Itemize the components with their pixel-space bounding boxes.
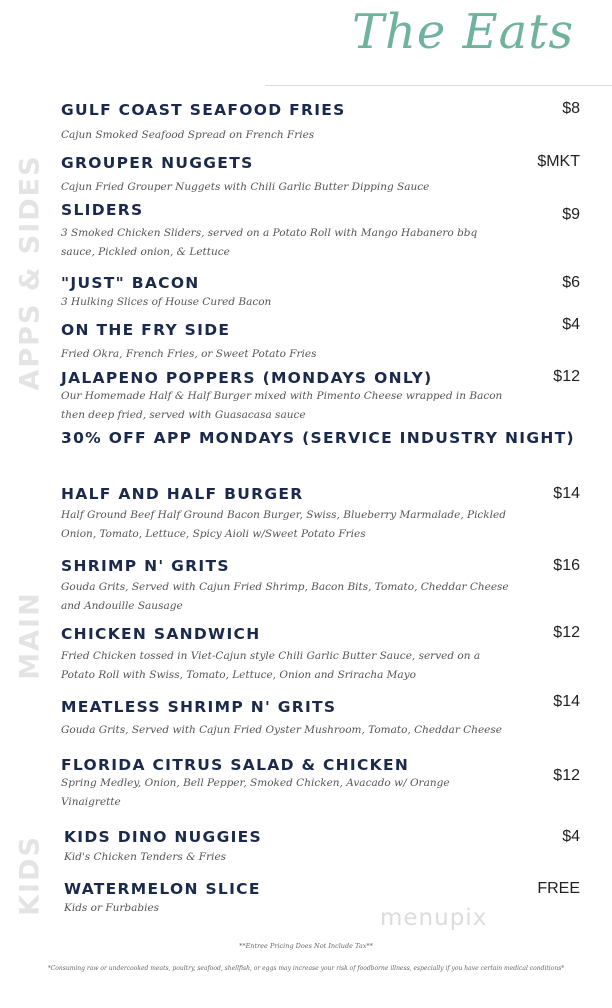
item-description: Gouda Grits, Served with Cajun Fried Oyster Mushroom, Tomato, Cheddar Cheese (61, 724, 502, 736)
item-price: $4 (562, 828, 580, 845)
item-name: HALF AND HALF BURGER (61, 485, 304, 503)
item-price: $14 (553, 485, 580, 502)
item-description: Half Ground Beef Half Ground Bacon Burger, Swiss, Blueberry Marmalade, Pickled Onion, Tomato, Lettuce, Spicy Aioli w/Sweet Potato Fries (61, 509, 506, 540)
food-safety-disclaimer: *Consuming raw or undercooked meats, poultry, seafood, shellfish, or eggs may increase your risk of foodborne illness, especially if you have certain medical conditions* (47, 965, 565, 972)
promo-text: 30% OFF APP MONDAYS (SERVICE INDUSTRY NIGHT) (61, 429, 575, 447)
item-description: Kid's Chicken Tenders & Fries (64, 851, 227, 863)
item-price: $6 (562, 274, 580, 291)
item-name: FLORIDA CITRUS SALAD & CHICKEN (61, 756, 410, 774)
item-price: $4 (562, 316, 580, 333)
menu-title: The Eats (352, 4, 575, 60)
title-divider (265, 85, 612, 86)
item-name: CHICKEN SANDWICH (61, 625, 261, 643)
item-name: "JUST" BACON (61, 274, 200, 292)
item-name: KIDS DINO NUGGIES (64, 828, 263, 846)
item-description: Spring Medley, Onion, Bell Pepper, Smoked Chicken, Avacado w/ Orange Vinaigrette (61, 777, 450, 808)
item-price: $9 (562, 206, 580, 223)
section-label-apps: APPS & SIDES (14, 154, 46, 391)
item-name: SLIDERS (61, 201, 144, 219)
item-name: SHRIMP N' GRITS (61, 557, 230, 575)
item-price: $12 (553, 368, 580, 385)
section-label-kids: KIDS (14, 835, 46, 916)
item-description: Fried Okra, French Fries, or Sweet Potato Fries (61, 348, 317, 360)
item-price: $16 (553, 557, 580, 574)
item-price: $12 (553, 767, 580, 784)
item-name: GULF COAST SEAFOOD FRIES (61, 101, 346, 119)
item-name: MEATLESS SHRIMP N' GRITS (61, 698, 337, 716)
item-name: WATERMELON SLICE (64, 880, 261, 898)
item-name: GROUPER NUGGETS (61, 154, 254, 172)
item-description: Kids or Furbabies (64, 902, 160, 914)
item-description: 3 Hulking Slices of House Cured Bacon (61, 296, 272, 308)
item-price: $14 (553, 693, 580, 710)
item-price: FREE (537, 880, 580, 897)
item-description: Our Homemade Half & Half Burger mixed with Pimento Cheese wrapped in Bacon then deep fried, served with Guasacasa sauce (61, 390, 503, 421)
item-name: JALAPENO POPPERS (MONDAYS ONLY) (61, 369, 433, 387)
section-label-main: MAIN (14, 591, 46, 680)
item-description: Fried Chicken tossed in Viet-Cajun style Chili Garlic Butter Sauce, served on a Potato Roll with Swiss, Tomato, Lettuce, Onion and Sriracha Mayo (61, 650, 481, 681)
tax-note: **Entree Pricing Does Not Include Tax** (239, 942, 373, 950)
item-price: $MKT (537, 153, 580, 170)
item-description: Cajun Smoked Seafood Spread on French Fries (61, 129, 315, 141)
item-name: ON THE FRY SIDE (61, 321, 231, 339)
item-description: Gouda Grits, Served with Cajun Fried Shrimp, Bacon Bits, Tomato, Cheddar Cheese and Andouille Sausage (61, 581, 509, 612)
item-description: Cajun Fried Grouper Nuggets with Chili Garlic Butter Dipping Sauce (61, 181, 430, 193)
item-price: $12 (553, 624, 580, 641)
item-description: 3 Smoked Chicken Sliders, served on a Potato Roll with Mango Habanero bbq sauce, Pickled onion, & Lettuce (61, 227, 478, 258)
item-price: $8 (562, 100, 580, 117)
watermark: menupix (380, 905, 488, 931)
